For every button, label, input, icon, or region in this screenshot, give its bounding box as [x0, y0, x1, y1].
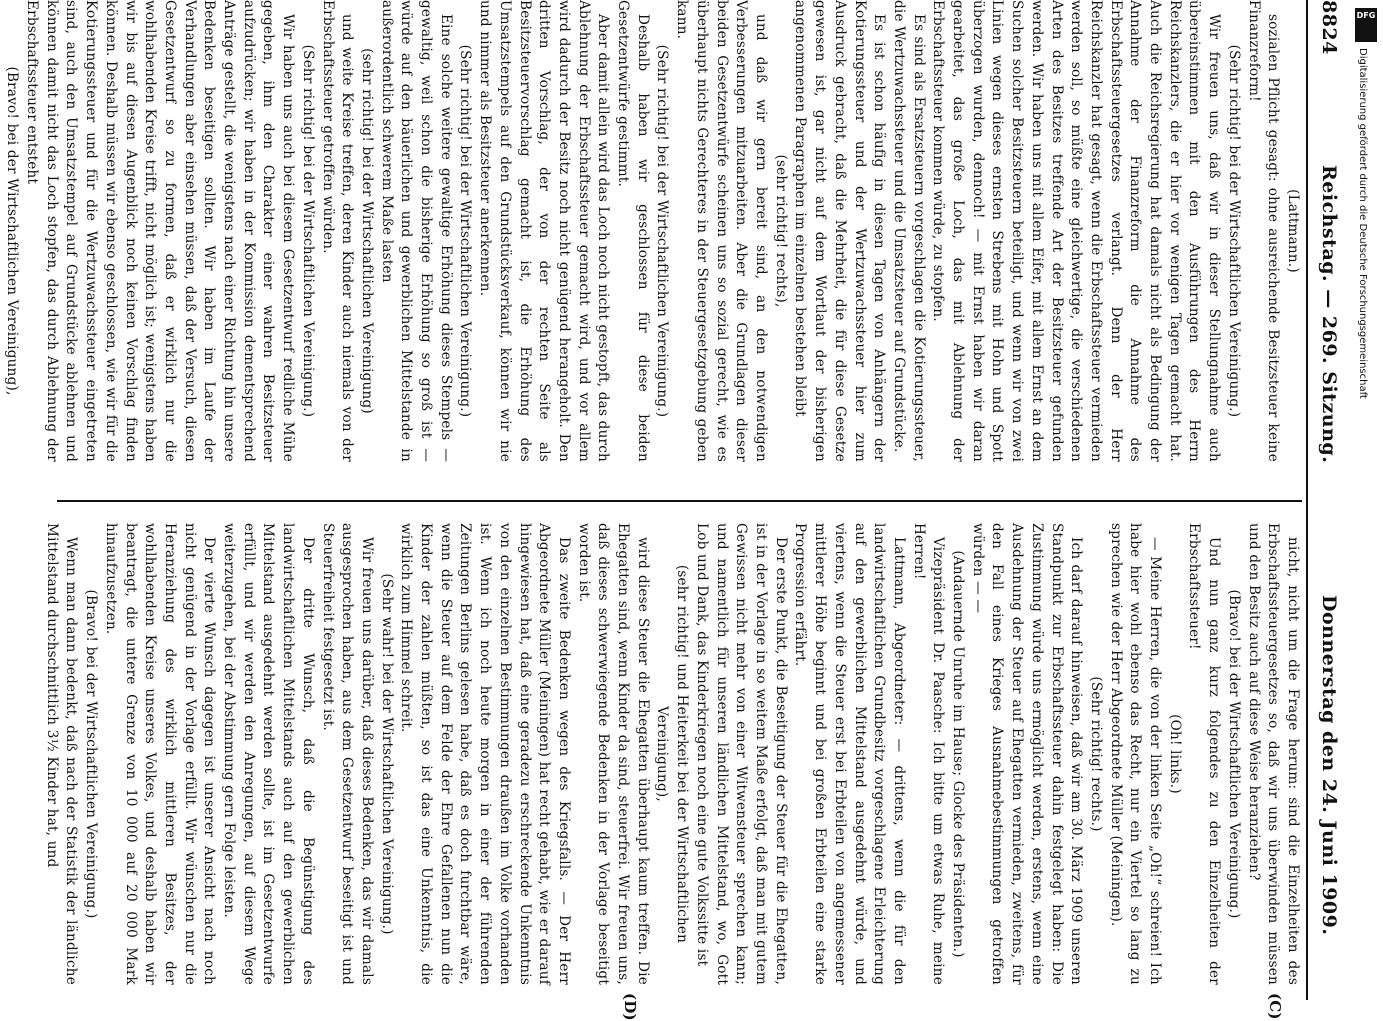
- header-rule: [1306, 0, 1308, 1000]
- paragraph: Es sind als Ersatzsteuern vorgeschlagen die Kotierungssteuer, die Wertzuwachssteuer und die Umsatzsteuer auf Grundstücke.: [890, 0, 927, 462]
- paragraph: Aber damit allein wird das Loch noch nicht gestopft, das durch Ablehnung der Erbschaftssteuer gemacht wird, und vor allem wird dadurch der Besitz noch nicht genügend herangeholt. Den dritten Vorschlag, der von der rechten Seite als Besitzsteuervorschlag gemacht ist, die Erhöhung des Umsatzstempels auf den Grundstücksverkauf, können wir nie und nimmer als Besitzsteuer anerkennen.: [477, 0, 612, 462]
- paragraph: nicht, nicht um die Frage herum: sind die Einzelheiten des Erbschaftssteuergesetzes so, daß wir uns überwinden müssen und den Besitz auch auf diese Weise heranziehen?: [1245, 523, 1301, 985]
- paragraph: (Andauernde Unruhe im Hause; Glocke des Präsidenten.): [950, 550, 967, 958]
- paragraph: — Meine Herren, die von der linken Seite „Oh!“ schreien! Ich habe hier wohl ebenso das Recht, nur ein Viertel so lang zu sprechen wie der Herr Abgeordnete Müller (Meiningen).: [1107, 523, 1164, 985]
- paragraph: (Sehr wahr! bei der Wirtschaftlichen Vereinigung.): [378, 573, 395, 935]
- paragraph: (Bravo! bei der Wirtschaftlichen Vereinigung),: [4, 66, 21, 396]
- text-column-right: [41, 523, 1302, 1021]
- paragraph: (Sehr richtig! bei der Wirtschaftlichen Vereinigung.): [1225, 44, 1242, 418]
- paragraph: Wir haben uns auch bei diesem Gesetzentwurf redliche Mühe gegeben, ihm den Charakter einer wahren Besitzsteuer aufzudrücken; wir haben in der Kommission dementsprechend Anträge gestellt, die wenigstens nach einer Richtung hin unsere Bedenken beseitigen sollten. Wir haben im Laufe der Verhandlungen aber einsehen müssen, daß der Versuch, diesen Gesetzentwurf so zu formen, daß er wirklich nur die wohlhabenden Kreise trifft, nicht möglich ist; wenigstens haben wir bis auf diesen Augenblick noch keinen Vorschlag finden können. Deshalb müssen wir ebenso geschlossen, wie wir für die Kotierungssteuer und für die Wertzuwachssteuer eingetreten sind, auch den Umsatzstempel auf Grundstücke ablehnen und können damit nicht das Loch stopfen, das durch Ablehnung der Erbschaftssteuer entsteht: [24, 0, 297, 462]
- paragraph: (Bravo! bei der Wirtschaftlichen Vereinigung.): [83, 589, 100, 919]
- paragraph: (Sehr richtig! bei der Wirtschaftlichen Vereinigung.): [299, 44, 316, 418]
- paragraph: Es ist schon häufig in diesen Tagen von Anhängern der Kotierungssteuer und der Wertzuwachssteuer hier zum Ausdruck gebracht, daß die Mehrheit, die für diese Gesetze gewesen ist, gar nicht auf dem Wortlaut der bisherigen angenommenen Paragraphen im einzelnen bestehen bleibt: [792, 0, 888, 462]
- column-divider: [57, 500, 1302, 502]
- paragraph: Wir freuen uns, daß wir in dieser Stellungnahme auch übereinstimmen mit den Ausführungen des Herrn Reichskanzlers, die er hier vor wenigen Tagen gemacht hat. Auch die Reichsregierung hat damals nicht als Bedingung der Annahme der Finanzreform die Annahme des Erbschaftssteuergesetzes verlangt. Denn der Herr Reichskanzler hat gesagt, wenn die Erbschaftssteuer vermieden werden soll, so müßte eine gleichwertige, die verschiedenen Arten des Besitzes treffende Art der Besitzsteuer gefunden werden. Wir haben uns mit allem Eifer, mit allem Ernst an dem Suchen solcher Besitzsteuern beteiligt, und wenn wir von zwei Linien wegen dieses ernsten Strebens mit Hohn und Spott überzogen wurden, dennoch! — mit Ernst haben wir daran gearbeitet, das große Loch, das mit Ablehnung der Erbschaftssteuer kommen würde, zu stopfen.: [930, 0, 1223, 462]
- text-column-left: [0, 0, 1302, 462]
- credit-text: Digitalisierung gefördert durch die Deutsche Forschungsgemeinschaft: [1357, 48, 1368, 399]
- paragraph: Der vierte Wunsch dagegen ist unserer Ansicht nach noch nicht genügend in der Vorlage erfüllt. Wir wünschen nur die Heranziehung des wirklich mittleren Besitzes, der wohlhabenden Kreise unseres Volkes, und deshalb haben wir beantragt, die untere Grenze von 10 000 auf 20 000 Mark hinaufzusetzen.: [102, 523, 218, 985]
- paragraph: [0, 0, 2, 462]
- paragraph: Wir freuen uns darüber, daß dieses Bedenken, das wir damals ausgesprochen haben, aus dem Gesetzentwurf beseitigt ist und Steuerfreiheit festgesetzt ist.: [319, 523, 375, 985]
- paragraph: und daß wir gern bereit sind, an den notwendigen Verbesserungen mitzuarbeiten. Aber die Grundlagen dieser beiden Gesetzentwürfe scheinen uns so sozial gerecht, wie es überhaupt nichts Gerechteres in der Steuergesetzgebung geben kann.: [674, 0, 770, 462]
- paragraph: Lattmann, Abgeordneter: — drittens, wenn die für den landwirtschaftlichen Grundbesitz vorgeschlagene Erleichterung auf den gewerblichen Mittelstand ausgedehnt würde, und viertens, wenn die Steuer erst bei Erbteilen von angemessener mittlerer Höhe beginnt und bei großen Erbteilen eine starke Progression erfährt.: [792, 523, 907, 985]
- paragraph: Das zweite Bedenken wegen des Kriegsfalls. — Der Herr Abgeordnete Müller (Meiningen) hat recht gehabt, wie er darauf hingewiesen hat, daß eine geradezu erschreckende Unkenntnis von den einzelnen Bestimmungen draußen im Volke vorhanden ist. Wenn ich noch heute morgen in einer der führenden Zeitungen Berlins gelesen habe, daß es doch furchtbar wäre, wenn die Steuer auf dem Felde der Ehre Gefallenen nun die Kinder der zahlen müßten, so ist das eine Unkenntnis, die wirklich zum Himmel schreit.: [398, 523, 572, 985]
- paragraph: (Sehr richtig! rechts.): [1087, 676, 1104, 832]
- paragraph: (Lattmann.): [1285, 189, 1301, 273]
- page-header: [1310, 0, 1340, 1000]
- paragraph: Vizepräsident Dr. Paasche: Ich bitte um etwas Ruhe, meine Herren!: [910, 523, 947, 985]
- session-date: Donnerstag den 24. Juni 1909.: [1318, 595, 1340, 936]
- margin-marker-c: (C): [1266, 993, 1284, 1020]
- paragraph: Der erste Punkt, die Beseitigung der Steuer für die Ehegatten, ist in der Vorlage in so weitem Maße erfolgt, daß man mit gutem Gewissen nicht mehr von einer Witwensteuer sprechen kann; und namentlich für unseren ländlichen Mittelstand, wo, Gott Lob und Dank, das Kinderkriegen noch eine gute Volkssitte ist: [693, 523, 789, 985]
- paragraph: Der dritte Wunsch, daß die Begünstigung des landwirtschaftlichen Mittelstands auch auf den gewerblichen Mittelstand ausgedehnt werden sollte, ist im Gesetzentwurfe erfüllt, und wir werden den Anregungen, auf diesem Wege weiterzugehen, bei der Abstimmung gern Folge leisten.: [221, 523, 316, 985]
- paragraph: Eine solche weitere gewaltige Erhöhung dieses Stempels — gewaltig, weil schon die bisherige Erhöhung so groß ist — würde auf den bäuerlichen und gewerblichen Mittelstande in außerordentlich schwerem Maße lasten: [378, 0, 454, 462]
- paragraph: und weite Kreise treffen, deren Kinder auch niemals von der Erbschaftssteuer getroffen würden.: [319, 0, 356, 462]
- page-number: 8824: [1318, 0, 1340, 55]
- paragraph: (sehr richtig! bei der Wirtschaftlichen Vereinigung): [358, 48, 375, 414]
- paragraph: Deshalb haben wir geschlossen für diese beiden Gesetzentwürfe gestimmt.: [615, 0, 651, 462]
- rotated-newspaper-page: [4, 0, 1340, 1021]
- paragraph: Ich darf darauf hinweisen, daß wir am 30. März 1909 unseren Standpunkt zur Erbschaftssteuer dahin festgelegt haben: Die Zustimmung würde uns ermöglicht werden, erstens, wenn eine Ausdehnung der Steuer auf Ehegatten vermieden, zweitens, für den Fall eines Krieges Ausnahmebestimmungen getroffen würden — —: [969, 523, 1085, 985]
- paragraph: Wenn man dann bedenkt, daß nach der Statistik der ländliche Mittelstand durchschnittlich 3½ Kinder hat, und: [43, 523, 80, 985]
- paragraph: (Sehr richtig! bei der Wirtschaftlichen Vereinigung.): [654, 44, 671, 418]
- session-title: Reichstag. — 269. Sitzung.: [1318, 165, 1340, 464]
- paragraph: (sehr richtig! rechts),: [772, 154, 789, 308]
- margin-marker-d: (D): [621, 993, 639, 1021]
- paragraph: (Bravo! bei der Wirtschaftlichen Vereinigung.): [1225, 589, 1242, 919]
- paragraph: (Sehr richtig! bei der Wirtschaftlichen Vereinigung.): [457, 44, 474, 418]
- paragraph: (sehr richtig! und Heiterkeit bei der Wirtschaftlichen Vereinigung),: [654, 564, 691, 944]
- paragraph: wird diese Steuer die Ehegatten überhaupt kaum treffen. Die Ehegatten sind, wenn Kinder da sind, steuerfrei. Wir freuen uns, daß dieses schwerwiegende Bedenken in der Vorlage beseitigt worden ist.: [575, 523, 651, 985]
- paragraph: (Oh! links.): [1166, 714, 1183, 794]
- paragraph: Und nun ganz kurz folgendes zu den Einzelheiten der Erbschaftssteuer!: [1186, 523, 1223, 985]
- dfg-logo: DFG: [1355, 8, 1377, 42]
- digitization-credit: [1352, 8, 1382, 998]
- paragraph: sozialen Pflicht gesagt: ohne ausreichende Besitzsteuer keine Finanzreform!: [1245, 0, 1282, 462]
